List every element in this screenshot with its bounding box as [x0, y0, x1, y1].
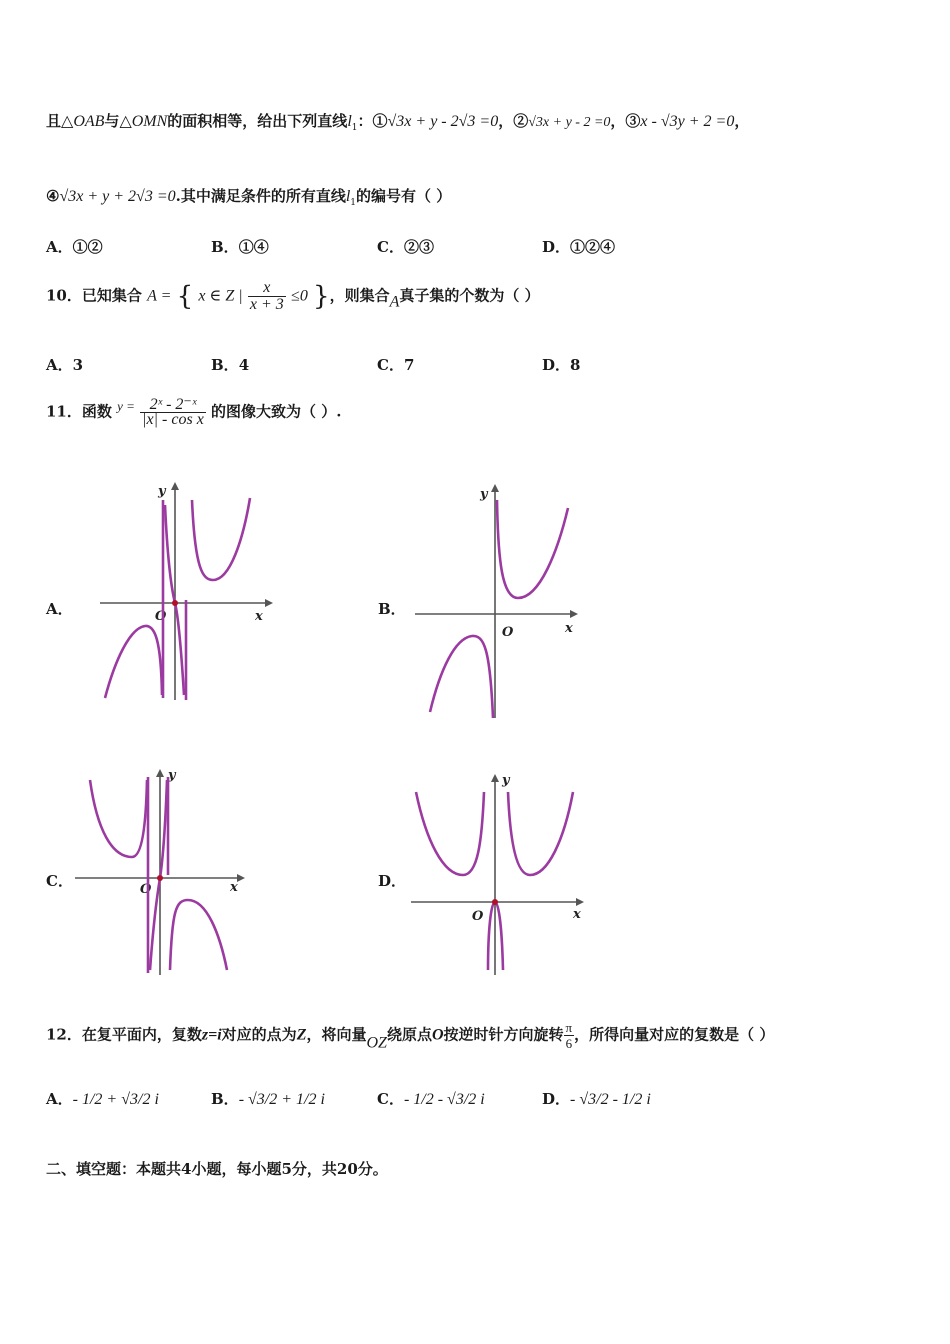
- q9-text: ，: [734, 112, 750, 130]
- section-2-heading: 二、填空题：本题共4小题，每小题5分，共20分。: [46, 1160, 388, 1178]
- graph-d[interactable]: [408, 770, 593, 980]
- q11-text: 的图像大致为（ ）.: [211, 402, 342, 421]
- q11-text: 11．函数: [46, 402, 112, 421]
- rotation-angle: $\frac{\pi}{6}$: [565, 1020, 573, 1051]
- set-fraction: $\frac{x}{x + 3}$: [249, 279, 284, 313]
- q12-option-d[interactable]: D．- √3/2 - 1/2 i: [542, 1090, 651, 1108]
- q9-text: .其中满足条件的所有直线: [175, 187, 346, 205]
- q9-line2: ④√3x + y + 2√3 =0.其中满足条件的所有直线$l_1$的编号有（ ）: [46, 187, 452, 208]
- y-label: y: [502, 773, 510, 788]
- q11-option-d[interactable]: D．: [378, 872, 407, 890]
- q9-text: ，②: [498, 112, 529, 130]
- q9-option-a[interactable]: A．①②: [46, 238, 103, 256]
- q10-option-a[interactable]: A．3: [46, 356, 84, 374]
- origin-label: O: [502, 625, 514, 640]
- x-label: x: [573, 907, 581, 922]
- function-y: y =: [117, 398, 135, 414]
- q9-text: ，③: [610, 112, 641, 130]
- q12-stem: [46, 1020, 774, 1053]
- q12-option-a[interactable]: A．- 1/2 + √3/2 i: [46, 1090, 159, 1108]
- origin-label: O: [140, 882, 152, 897]
- q10-stem: 10．已知集合 A = { x ∈ Z | $\frac{x}{x + 3}$ ≤0 }，则集合A真子集的个数为（ ）: [46, 279, 540, 313]
- q12-text: 按逆时针方向旋转: [443, 1025, 564, 1044]
- origin-o: O: [431, 1026, 444, 1044]
- q9-text: 与: [104, 112, 120, 130]
- graph-a[interactable]: [95, 480, 275, 705]
- q12-text: 绕原点: [386, 1025, 432, 1044]
- equation-2: √3x + y - 2 =0: [528, 115, 611, 130]
- q9-option-d[interactable]: D．①②④: [542, 238, 616, 256]
- q11-option-b[interactable]: B．: [378, 600, 406, 618]
- q10-option-d[interactable]: D．8: [542, 356, 581, 374]
- q9-option-c[interactable]: C．②③: [377, 238, 434, 256]
- set-condition: x ∈ Z |: [198, 287, 243, 305]
- point-z: Z: [296, 1026, 307, 1044]
- q12-text: ，所得向量对应的复数是（ ）: [574, 1025, 775, 1044]
- q9-text: 的面积相等，给出下列直线: [167, 112, 348, 130]
- y-label: y: [168, 768, 176, 783]
- q9-option-b[interactable]: B．①④: [211, 238, 269, 256]
- q12-text: ，将向量: [306, 1025, 367, 1044]
- set-a-label: A =: [147, 287, 172, 305]
- y-label: y: [480, 487, 488, 502]
- x-label: x: [565, 621, 573, 636]
- line-l1: l: [347, 113, 352, 130]
- q9-text: ④: [46, 187, 60, 205]
- origin-label: O: [472, 909, 484, 924]
- vector-oz: OZ: [366, 1034, 387, 1052]
- equation-1: √3x + y - 2√3 =0: [387, 113, 499, 130]
- q12-option-c[interactable]: C．- 1/2 - √3/2 i: [377, 1090, 485, 1108]
- q12-option-b[interactable]: B．- √3/2 + 1/2 i: [211, 1090, 325, 1108]
- q12-text: 对应的点为: [221, 1025, 297, 1044]
- q11-stem: [46, 398, 341, 427]
- q9-line1: 且△OAB与△OMN的面积相等，给出下列直线$l_1$：①√3x + y - 2√3 =0，②√3x + y - 2 =0，③x - √3y + 2 =0，: [46, 112, 750, 133]
- q9-text: 的编号有（ ）: [356, 187, 452, 205]
- q10-text: 真子集的个数为（ ）: [399, 286, 540, 305]
- x-label: x: [230, 880, 238, 895]
- q9-text: ：①: [357, 112, 388, 130]
- q10-option-c[interactable]: C．7: [377, 356, 415, 374]
- q11-option-c[interactable]: C．: [46, 872, 73, 890]
- equation-3: x - √3y + 2 =0: [640, 113, 735, 130]
- graph-c[interactable]: [72, 765, 252, 980]
- q12-text: 12．在复平面内，复数: [46, 1025, 202, 1044]
- q9-text: 且: [46, 112, 62, 130]
- complex-z: z=i: [201, 1026, 222, 1044]
- q11-option-a[interactable]: A．: [46, 600, 73, 618]
- triangle-oab: △OAB: [61, 113, 105, 130]
- function-fraction: $\frac{\text{2ˣ - 2⁻ˣ}}{\text{|x| - cos x}}$: [142, 396, 204, 428]
- set-a: A: [389, 293, 400, 311]
- equation-4: √3x + y + 2√3 =0: [59, 188, 176, 205]
- q10-option-b[interactable]: B．4: [211, 356, 250, 374]
- triangle-omn: △OMN: [119, 113, 168, 130]
- set-relation: ≤0: [291, 287, 308, 305]
- q10-text: 10．已知集合: [46, 286, 142, 305]
- x-label: x: [255, 609, 263, 624]
- q10-text: ，则集合: [329, 286, 390, 305]
- y-label: y: [158, 484, 166, 499]
- graph-b[interactable]: [410, 480, 590, 720]
- line-l1: l: [345, 188, 351, 205]
- origin-label: O: [155, 609, 167, 624]
